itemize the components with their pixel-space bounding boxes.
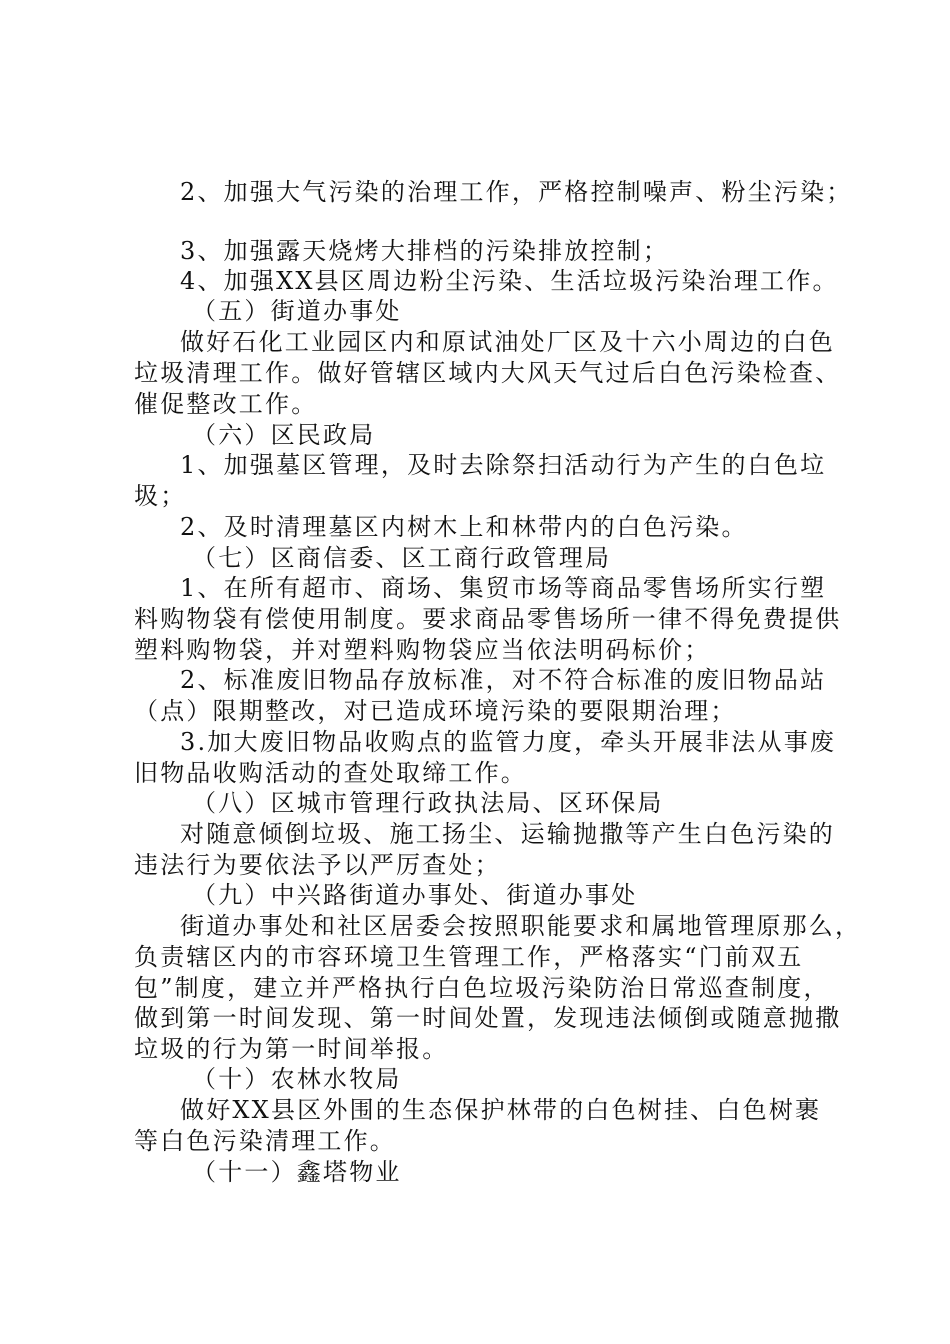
paragraph-line: 圾； [134, 482, 187, 510]
paragraph-line: 3.加大废旧物品收购点的监管力度，牵头开展非法从事废 [180, 728, 837, 756]
section-heading-11: （十一）鑫塔物业 [192, 1158, 402, 1186]
paragraph-item-2: 2、加强大气污染的治理工作，严格控制噪声、粉尘污染； [180, 178, 853, 206]
section-heading-10: （十）农林水牧局 [192, 1065, 402, 1093]
paragraph-item-4: 4、加强XX县区周边粉尘污染、生活垃圾污染治理工作。 [180, 267, 839, 295]
paragraph-line: 等白色污染清理工作。 [134, 1127, 396, 1155]
section-heading-9: （九）中兴路街道办事处、街道办事处 [192, 881, 638, 909]
paragraph-line: 负责辖区内的市容环境卫生管理工作，严格落实“门前双五 [134, 943, 804, 971]
paragraph-line: 包”制度，建立并严格执行白色垃圾污染防治日常巡查制度， [134, 974, 830, 1002]
paragraph-line: 催促整改工作。 [134, 390, 318, 418]
paragraph-line: 旧物品收购活动的查处取缔工作。 [134, 759, 527, 787]
section-heading-8: （八）区城市管理行政执法局、区环保局 [192, 789, 664, 817]
paragraph-line: 垃圾的行为第一时间举报。 [134, 1035, 449, 1063]
paragraph-line: 2、标准废旧物品存放标准，对不符合标准的废旧物品站 [180, 666, 827, 694]
paragraph-line: 垃圾清理工作。做好管辖区域内大风天气过后白色污染检查、 [134, 359, 842, 387]
paragraph-line: 做好XX县区外围的生态保护林带的白色树挂、白色树裹 [180, 1096, 822, 1124]
paragraph-line: 做到第一时间发现、第一时间处置，发现违法倾倒或随意抛撒 [134, 1004, 842, 1032]
paragraph-line: 对随意倾倒垃圾、施工扬尘、运输抛撒等产生白色污染的 [180, 820, 835, 848]
paragraph-line: （点）限期整改，对已造成环境污染的要限期治理； [134, 697, 737, 725]
paragraph-line: 街道办事处和社区居委会按照职能要求和属地管理原那么， [180, 912, 862, 940]
section-heading-5: （五）街道办事处 [192, 297, 402, 325]
section-heading-6: （六）区民政局 [192, 421, 376, 449]
paragraph-line: 塑料购物袋，并对塑料购物袋应当依法明码标价； [134, 636, 711, 664]
paragraph-line: 1、在所有超市、商场、集贸市场等商品零售场所实行塑 [180, 574, 827, 602]
paragraph-line: 2、及时清理墓区内树木上和林带内的白色污染。 [180, 513, 748, 541]
section-heading-7: （七）区商信委、区工商行政管理局 [192, 544, 612, 572]
paragraph-item-3: 3、加强露天烧烤大排档的污染排放控制； [180, 237, 670, 265]
paragraph-line: 做好石化工业园区内和原试油处厂区及十六小周边的白色 [180, 328, 835, 356]
paragraph-line: 违法行为要依法予以严厉查处； [134, 851, 501, 879]
paragraph-line: 料购物袋有偿使用制度。要求商品零售场所一律不得免费提供 [134, 605, 842, 633]
paragraph-line: 1、加强墓区管理，及时去除祭扫活动行为产生的白色垃 [180, 451, 827, 479]
